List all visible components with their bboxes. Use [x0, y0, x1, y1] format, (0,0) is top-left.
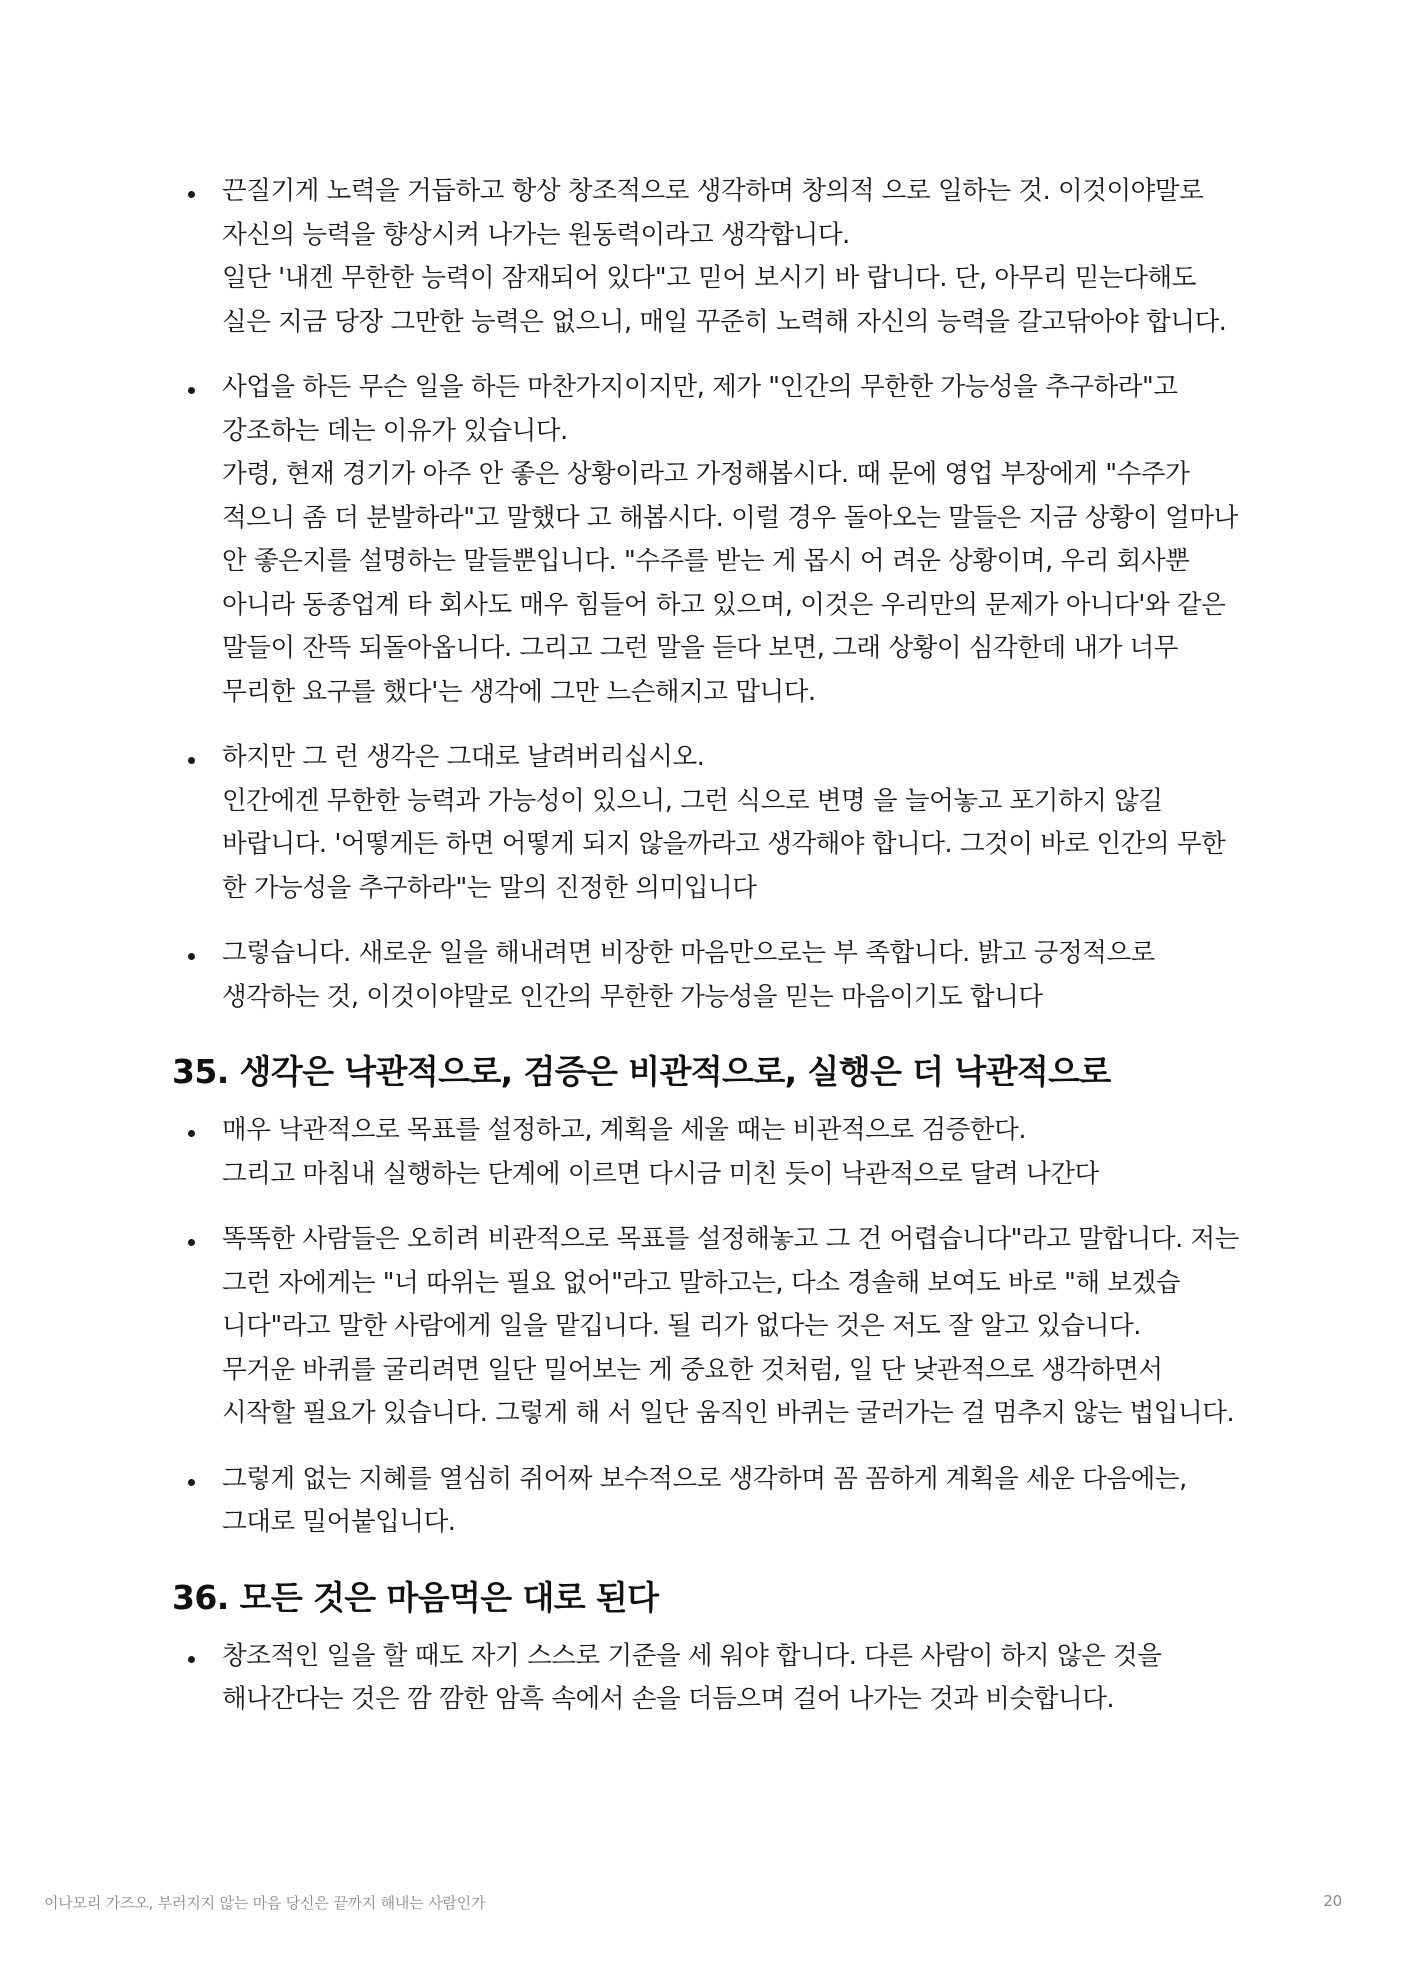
- paragraph: 하지만 그 런 생각은 그대로 날려버리십시오.: [222, 742, 705, 772]
- list-item: [172, 1218, 1242, 1436]
- paragraph: 창조적인 일을 할 때도 자기 스스로 기준을 세 워야 합니다. 다른 사람이 하지 않은 것을 해나간다는 것은 깜 깜한 암흑 속에서 손을 더듬으며 걸어 나가는 것과 비슷합니다.: [222, 1640, 1162, 1714]
- section-35-bullet-list: [172, 1109, 1242, 1545]
- section-35-heading: 35. 생각은 낙관적으로, 검증은 비관적으로, 실행은 더 낙관적으로: [172, 1052, 1111, 1091]
- paragraph: 가령, 현재 경기가 아주 안 좋은 상황이라고 가정해봅시다. 때 문에 영업 부장에게 "수주가 적으니 좀 더 분발하라"고 말했다 고 해봅시다. 이럴 경우 돌아오는 말들은 지금 상황이 얼마나 안 좋은지를 설명하는 말들뿐입니다. "수주를 받는 게 몹시 어 려운 상황이며, 우리 회사뿐 아니라 동종업계 타 회사도 매우 힘들어 하고 있으며, 이것은 우리만의 문제가 아니다'와 같은 말들이 잔뜩 되돌아옵니다. 그리고 그런 말을 듣다 보면, 그래 상황이 심각한데 내가 너무 무리한 요구를 했다'는 생각에 그만 느슨해지고 맙니다.: [222, 459, 1238, 707]
- list-item: [172, 1109, 1242, 1196]
- paragraph: 매우 낙관적으로 목표를 설정하고, 계획을 세울 때는 비관적으로 검증한다.: [222, 1115, 1027, 1145]
- list-item: [172, 366, 1242, 714]
- paragraph: 일단 '내겐 무한한 능력이 잠재되어 있다"고 믿어 보시기 바 랍니다. 단, 아무리 믿는다해도 실은 지금 당장 그만한 능력은 없으니, 매일 꾸준히 노력해 자신의 능력을 갈고닦아야 합니다.: [222, 263, 1227, 337]
- page-number: 20: [1323, 1892, 1342, 1910]
- list-item: [172, 1458, 1242, 1545]
- section-36-bullet-list: [172, 1635, 1242, 1722]
- list-item: [172, 932, 1242, 1019]
- list-item: [172, 170, 1242, 344]
- list-item: [172, 736, 1242, 910]
- footer-book-title: 이나모리 가즈오, 부러지지 않는 마음 당신은 끝까지 해내는 사람인가: [44, 1894, 486, 1912]
- paragraph: 인간에겐 무한한 능력과 가능성이 있으니, 그런 식으로 변명 을 늘어놓고 포기하지 않길 바랍니다. '어떻게든 하면 어떻게 되지 않을까라고 생각해야 합니다. 그것이 바로 인간의 무한 한 가능성을 추구하라"는 말의 진정한 의미입니다: [222, 785, 1226, 903]
- page-footer: [44, 1892, 1342, 1913]
- section-36-heading: 36. 모든 것은 마음먹은 대로 된다: [172, 1577, 659, 1617]
- paragraph: 그렇습니다. 새로운 일을 해내려면 비장한 마음만으로는 부 족합니다. 밝고 긍정적으로 생각하는 것, 이것이야말로 인간의 무한한 가능성을 믿는 마음이기도 합니다: [222, 938, 1155, 1012]
- intro-bullet-list: [172, 170, 1242, 1019]
- list-item: [172, 1635, 1242, 1722]
- paragraph: 그렇게 없는 지혜를 열심히 쥐어짜 보수적으로 생각하며 꼼 꼼하게 계획을 세운 다음에는, 그대로 밀어붙입니다.: [222, 1463, 1187, 1537]
- paragraph: 똑똑한 사람들은 오히려 비관적으로 목표를 설정해놓고 그 건 어렵습니다"라고 말합니다. 저는 그런 자에게는 "너 따위는 필요 없어"라고 말하고는, 다소 경솔해 보여도 바로 "해 보겠습 니다"라고 말한 사람에게 일을 맡깁니다. 될 리가 없다는 것은 저도 잘 알고 있습니다.: [222, 1224, 1239, 1341]
- paragraph: 끈질기게 노력을 거듭하고 항상 창조적으로 생각하며 창의적 으로 일하는 것. 이것이야말로 자신의 능력을 향상시켜 나가는 원동력이라고 생각합니다.: [222, 176, 1204, 250]
- paragraph: 그리고 마침내 실행하는 단계에 이르면 다시금 미친 듯이 낙관적으로 달려 나간다: [222, 1158, 1099, 1189]
- page-content: [172, 170, 1242, 1744]
- paragraph: 사업을 하든 무슨 일을 하든 마찬가지이지만, 제가 "인간의 무한한 가능성을 추구하라"고 강조하는 데는 이유가 있습니다.: [222, 372, 1178, 446]
- paragraph: 무거운 바퀴를 굴리려면 일단 밀어보는 게 중요한 것처럼, 일 단 낮관적으로 생각하면서 시작할 필요가 있습니다. 그렇게 해 서 일단 움직인 바퀴는 굴러가는 걸 멈추지 않는 법입니다.: [222, 1354, 1235, 1428]
